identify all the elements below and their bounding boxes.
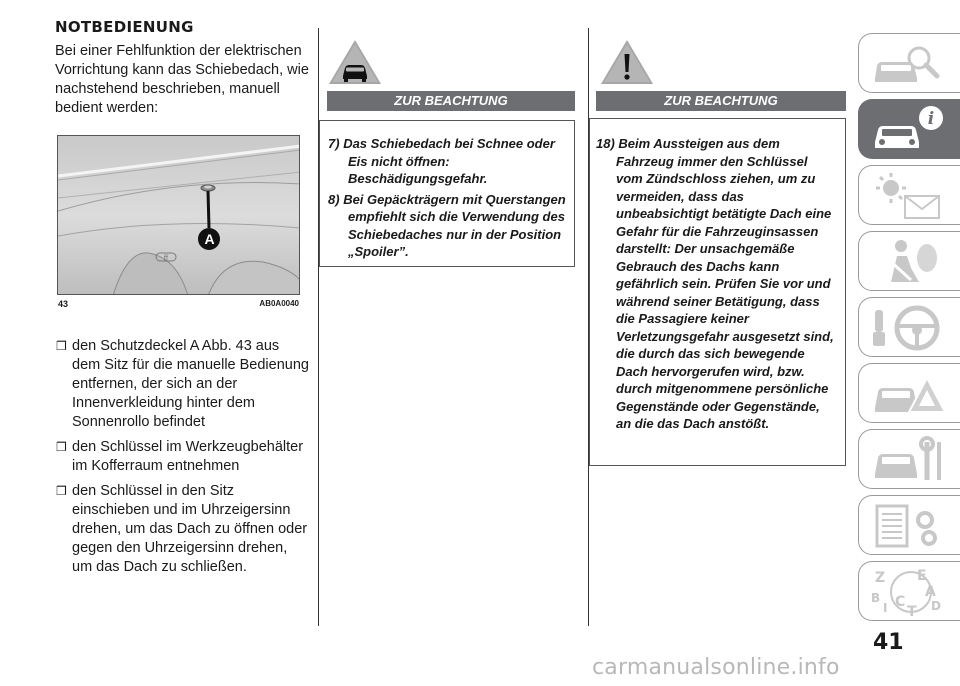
index-letter: T — [907, 604, 917, 618]
list-item — [55, 337, 310, 432]
index-letter: I — [883, 601, 888, 615]
index-letter: C — [895, 594, 906, 610]
index-letter: D — [931, 599, 941, 613]
car-info-icon — [869, 104, 949, 156]
document-gear-icon — [869, 500, 949, 552]
section-title: NOTBEDIENUNG — [55, 18, 194, 36]
light-envelope-icon — [869, 170, 949, 222]
tab-safety[interactable] — [858, 231, 960, 291]
step-text: den Schlüssel im Werkzeugbehälter im Kofferraum entnehmen — [72, 439, 304, 474]
car-warning-icon — [327, 38, 383, 93]
car-wrench-icon — [869, 434, 949, 486]
checkbox-bullet-icon: ❒ — [56, 484, 67, 498]
list-item — [55, 482, 310, 577]
index-letter: E — [917, 568, 927, 584]
warning-item: 18) Beim Aussteigen aus dem Fahrzeug immer den Schlüssel vom Zündschloss ziehen, um zu vermeiden, dass das unbeabsichtigt betätigte Dach eine Gefahr für die Fahrzeuginsassen darstellt: Der unsachgemäße Gebrauch des Dachs kann gefährlich sein. Prüfen Sie vor und während seiner Betätigung, dass die Passagiere keiner Verletzungsgefahr ausgesetzt sind, die durch das sich bewegende Dach hervorgerufen wird, bzw. durch mitgenommene persönliche Gegenstände oder Gegenstände, an die das Dach anstößt. — [596, 136, 834, 431]
page-number: 41 — [873, 630, 904, 655]
callout-a-label: A — [204, 231, 215, 247]
tab-car-info[interactable] — [858, 99, 960, 159]
svg-text:ƒƒ: ƒƒ — [163, 254, 169, 262]
figure-43 — [57, 135, 300, 312]
warning-item: 7) Das Schiebedach bei Schnee oder Eis nicht öffnen: Beschädigungsgefahr. — [328, 136, 555, 186]
section-intro: Bei einer Fehlfunktion der elektrischen Vorrichtung kann das Schiebedach, wie nachstehend beschrieben, manuell bedient werden: — [55, 43, 309, 116]
warning-box — [589, 118, 846, 466]
airbag-person-icon — [869, 236, 949, 288]
figure-code: AB0A0040 — [259, 299, 299, 308]
car-magnifier-icon — [869, 38, 949, 90]
tab-driving[interactable] — [858, 297, 960, 357]
steering-wheel-icon — [869, 302, 949, 354]
warning-box — [319, 120, 575, 267]
tab-technical-data[interactable] — [858, 495, 960, 555]
svg-text:i: i — [927, 109, 935, 129]
notbedienung-section — [55, 18, 310, 118]
warning-heading: ZUR BEACHTUNG — [327, 91, 575, 111]
exclamation-warning-icon — [599, 38, 655, 93]
column-divider — [318, 28, 319, 626]
index-letter: B — [871, 591, 881, 605]
car-warning-triangle-icon — [869, 368, 949, 420]
step-text: den Schlüssel in den Sitz einschieben und im Uhrzeigersinn drehen, um das Dach zu öffnen oder gegen den Uhrzeigersinn drehen, um das Dach zu schließen. — [72, 483, 308, 575]
checkbox-bullet-icon: ❒ — [56, 440, 67, 454]
tab-maintenance[interactable] — [858, 429, 960, 489]
warning-heading: ZUR BEACHTUNG — [596, 91, 846, 111]
tab-emergency[interactable] — [858, 363, 960, 423]
figure-number: 43 — [58, 299, 69, 309]
warning-item: 8) Bei Gepäckträgern mit Querstangen empfiehlt sich die Verwendung des Schiebedaches nur in der Position „Spoiler”. — [328, 191, 566, 259]
tab-car-search[interactable] — [858, 33, 960, 93]
tab-lights-message[interactable] — [858, 165, 960, 225]
roof-interior-photo — [57, 135, 300, 295]
step-list — [55, 337, 310, 583]
step-text: den Schutzdeckel A Abb. 43 aus dem Sitz für die manuelle Bedienung entfernen, der sich an der Innenverkleidung hinter dem Sonnenrollo befindet — [72, 338, 309, 430]
watermark: carmanualsonline.info — [592, 655, 840, 680]
tab-index[interactable] — [858, 561, 960, 621]
checkbox-bullet-icon: ❒ — [56, 339, 67, 353]
list-item — [55, 438, 310, 476]
index-letter: Z — [875, 570, 886, 586]
index-letter: A — [925, 584, 936, 600]
alphabet-index-icon — [869, 566, 949, 618]
